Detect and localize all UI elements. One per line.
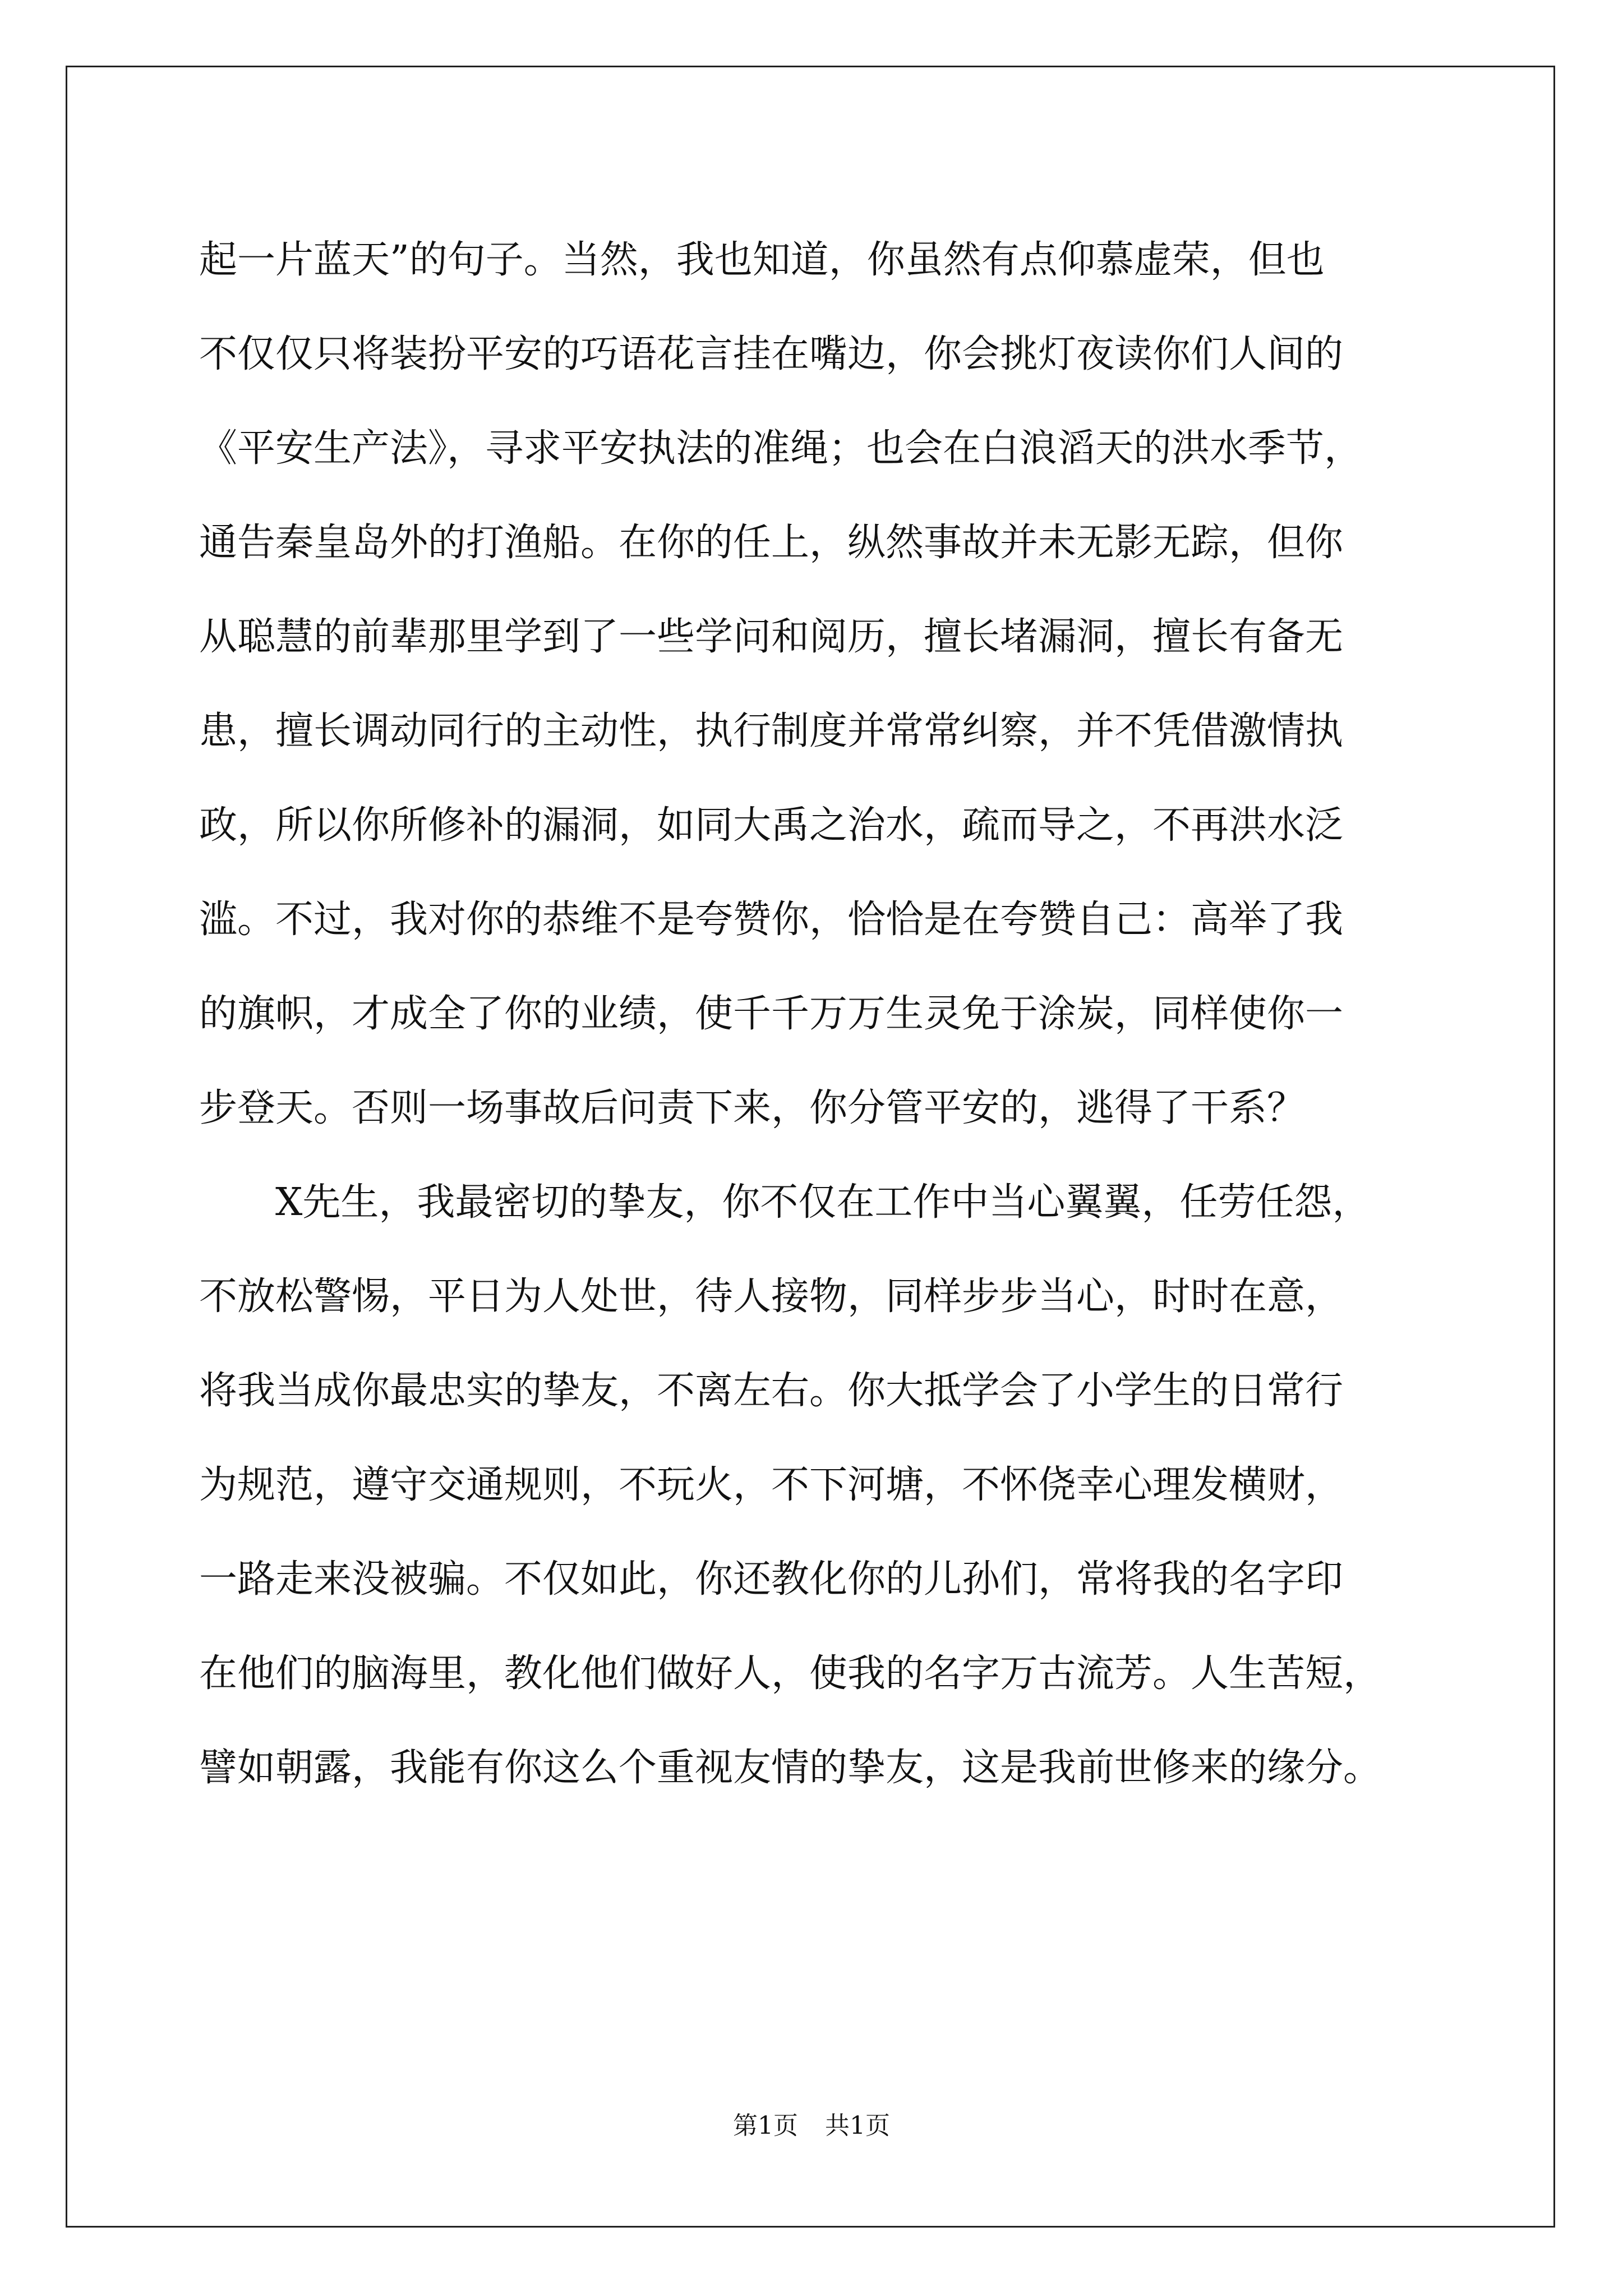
page-number: 第1页 [733,2111,798,2140]
text-line: 通告秦皇岛外的打渔船。在你的任上，纵然事故并未无影无踪，但你 [199,521,1344,565]
text-line: 滥。不过，我对你的恭维不是夸赞你，恰恰是在夸赞自己：高举了我 [199,898,1344,942]
page-total: 共1页 [825,2111,890,2140]
text-line: 不放松警惕，平日为人处世，待人接物，同样步步当心，时时在意， [199,1274,1344,1319]
text-line: 将我当成你最忠实的挚友，不离左右。你大抵学会了小学生的日常行 [199,1369,1344,1413]
text-line: 一路走来没被骗。不仅如此，你还教化你的儿孙们，常将我的名字印 [199,1557,1344,1602]
text-line: 政，所以你所修补的漏洞，如同大禹之治水，疏而导之，不再洪水泛 [199,803,1344,848]
text-line: 起一片蓝天”的句子。当然，我也知道，你虽然有点仰慕虚荣，但也 [199,238,1325,282]
text-line: 从聪慧的前辈那里学到了一些学问和阅历，擅长堵漏洞，擅长有备无 [199,615,1344,659]
page-footer [0,2109,1623,2143]
text-line: 《平安生产法》，寻求平安执法的准绳；也会在白浪滔天的洪水季节， [199,426,1363,471]
text-line: 的旗帜，才成全了你的业绩，使千千万万生灵免于涂炭，同样使你一 [199,992,1344,1036]
document-body [199,213,1450,1815]
text-line: 譬如朝露，我能有你这么个重视友情的挚友，这是我前世修来的缘分。 [199,1746,1382,1790]
text-line: 在他们的脑海里，教化他们做好人，使我的名字万古流芳。人生苦短， [199,1651,1382,1696]
text-line: X先生，我最密切的挚友，你不仅在工作中当心翼翼，任劳任怨， [199,1180,1371,1225]
text-line: 患，擅长调动同行的主动性，执行制度并常常纠察，并不凭借激情执 [199,709,1344,753]
text-line: 不仅仅只将装扮平安的巧语花言挂在嘴边，你会挑灯夜读你们人间的 [199,332,1344,376]
text-line: 为规范，遵守交通规则，不玩火，不下河塘，不怀侥幸心理发横财， [199,1463,1344,1507]
text-line: 步登天。否则一场事故后问责下来，你分管平安的，逃得了干系？ [199,1086,1306,1130]
